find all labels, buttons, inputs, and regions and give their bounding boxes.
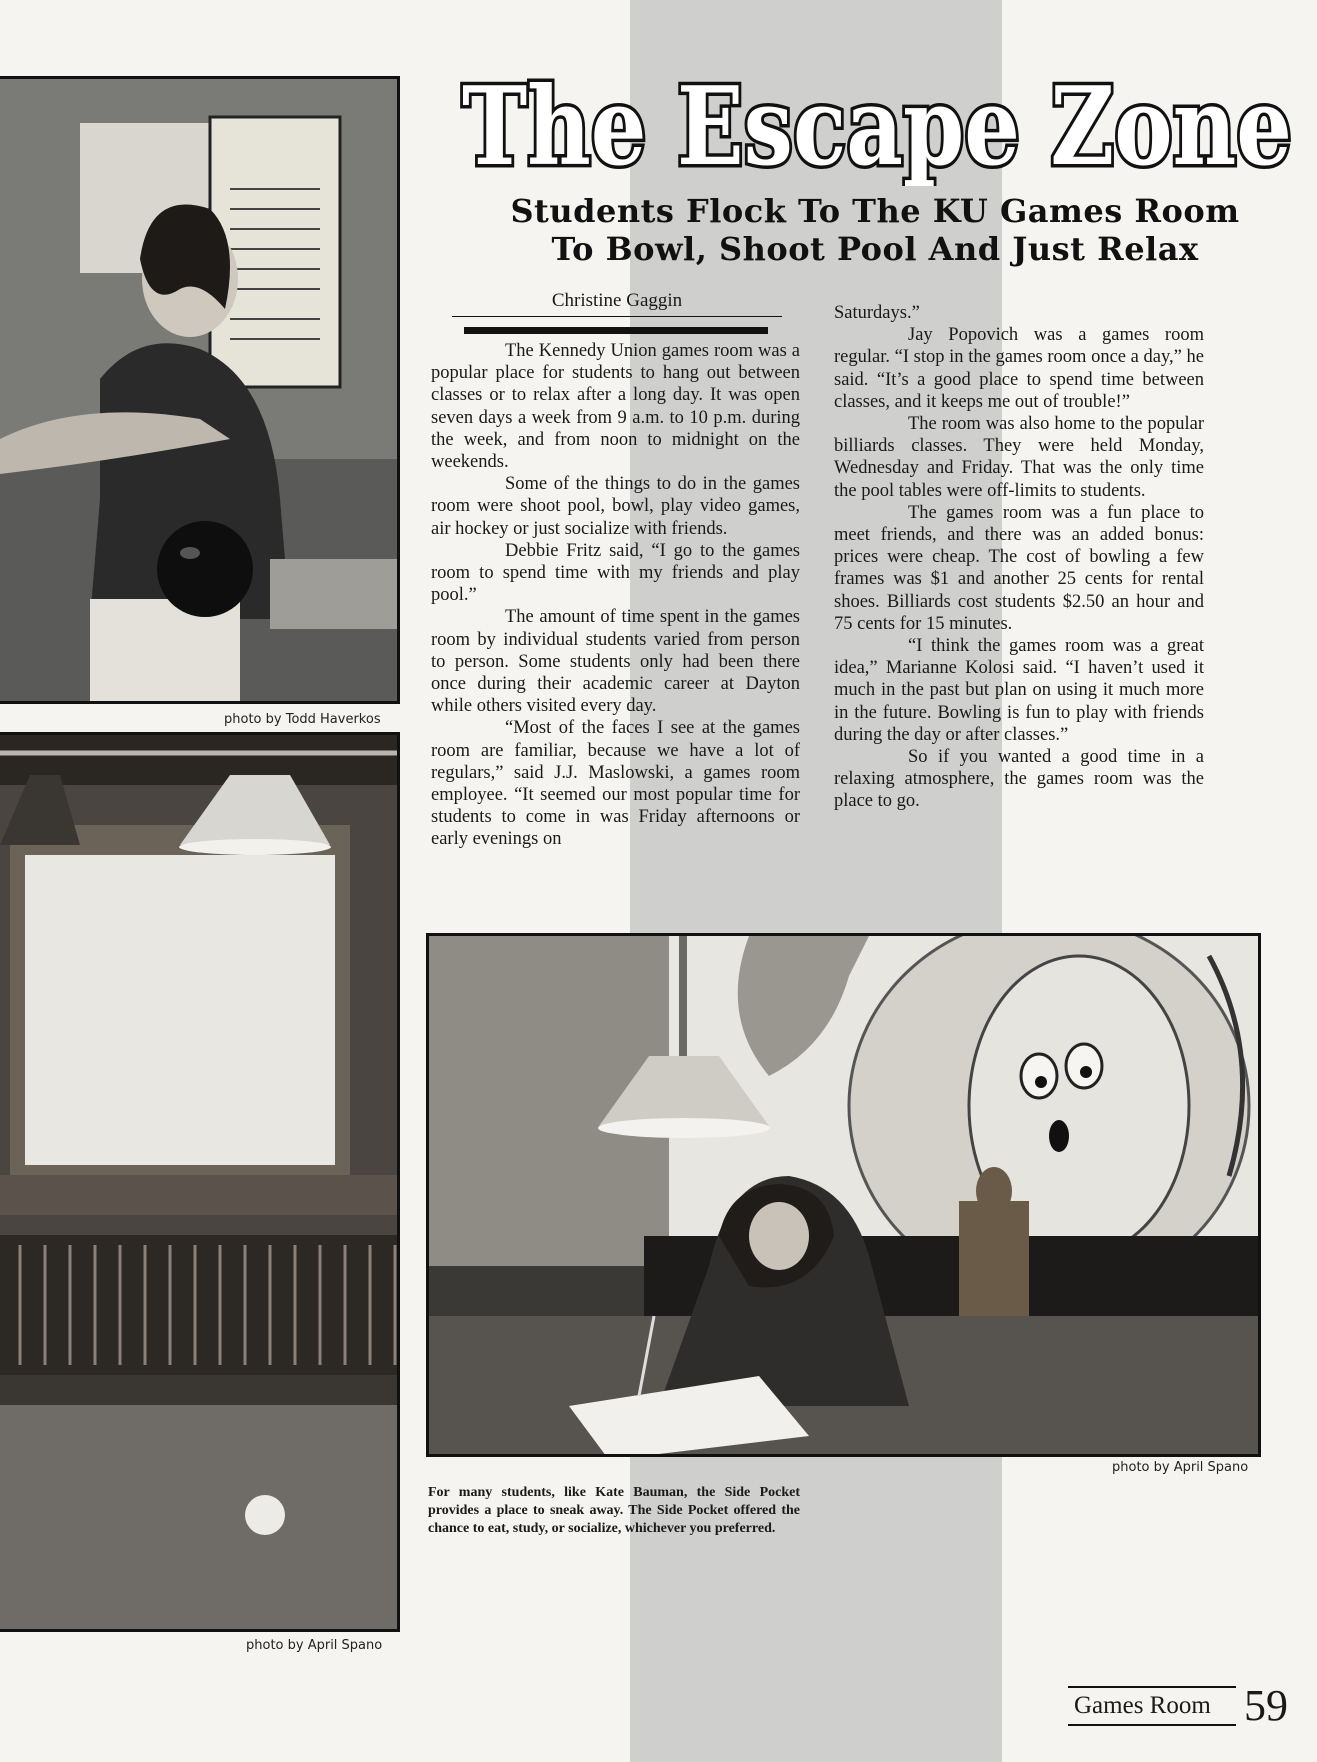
article-subtitle-line-1: Students Flock To The KU Games Room: [510, 192, 1240, 230]
paragraph: So if you wanted a good time in a relaxing atmosphere, the games room was the place to go.: [834, 747, 1204, 812]
paragraph: “Most of the faces I see at the games room are familiar, because we have a lot of regulars,” said J.J. Maslowski, a games room employee. “It seemed our most popular time for students to come in was Friday afternoons or early evenings on: [431, 718, 800, 850]
article-subtitle-line-2: To Bowl, Shoot Pool And Just Relax: [551, 230, 1199, 268]
photo-side-pocket: [426, 933, 1261, 1457]
article-subtitle: [440, 192, 1310, 268]
article-column-2: [834, 302, 1204, 813]
paragraph: The games room was a fun place to meet friends, and there was an added bonus: prices were cheap. The cost of bowling a few frames was $1 and another 25 cents for rental shoes. Billiards cost students $2.50 an hour and 75 cents for 15 minutes.: [834, 502, 1204, 634]
byline: Christine Gaggin: [452, 290, 782, 317]
article-title: [452, 60, 1302, 186]
paragraph: Debbie Fritz said, “I go to the games room to spend time with my friends and play pool.”: [431, 540, 800, 606]
paragraph: “I think the games room was a great idea,” Marianne Kolosi said. “I haven’t used it much in the past but plan on using it much more in the future. Bowling is fun to play with friends during the day or after classes.”: [834, 636, 1204, 745]
paragraph: The room was also home to the popular billiards classes. They were held Monday, Wednesday and Friday. That was the only time the pool tables were off-limits to students.: [834, 414, 1204, 501]
photo-credit-bottom-left: photo by April Spano: [246, 1638, 383, 1653]
photo-caption: For many students, like Kate Bauman, the Side Pocket provides a place to sneak away. The Side Pocket offered the chance to eat, study, or socialize, whichever you preferred.: [428, 1485, 800, 1536]
article-title-text: The Escape Zone: [462, 64, 1292, 186]
paragraph: Jay Popovich was a games room regular. “I stop in the games room once a day,” he said. “It’s a good place to spend time between classes, and it keeps me out of trouble!”: [834, 325, 1204, 412]
photo-bowler: [0, 76, 400, 704]
photo-bowler-scene: [0, 79, 400, 704]
byline-rule: [464, 327, 768, 334]
photo-credit-main: photo by April Spano: [1112, 1460, 1249, 1475]
photo-side-pocket-scene: [429, 936, 1261, 1457]
page-number: 59: [1244, 1681, 1288, 1730]
paragraph: Some of the things to do in the games room were shoot pool, bowl, play video games, air hockey or just socialize with friends.: [431, 474, 800, 539]
photo-pool-table: [0, 732, 400, 1632]
photo-pool-table-scene: [0, 735, 400, 1632]
paragraph: The Kennedy Union games room was a popular place for students to hang out between classes or to relax after a long day. It was open seven days a week from 9 a.m. to 10 p.m. during the week, and from noon to midnight on the weekends.: [431, 341, 800, 473]
article-column-1: [431, 340, 800, 851]
paragraph: The amount of time spent in the games room by individual students varied from person to person. Some students only had been there once during their academic career at Dayton while others visited every day.: [431, 607, 800, 717]
photo-credit-top-left: photo by Todd Haverkos: [224, 712, 381, 727]
section-label: Games Room: [1068, 1686, 1236, 1726]
paragraph-continued: Saturdays.”: [834, 303, 920, 323]
